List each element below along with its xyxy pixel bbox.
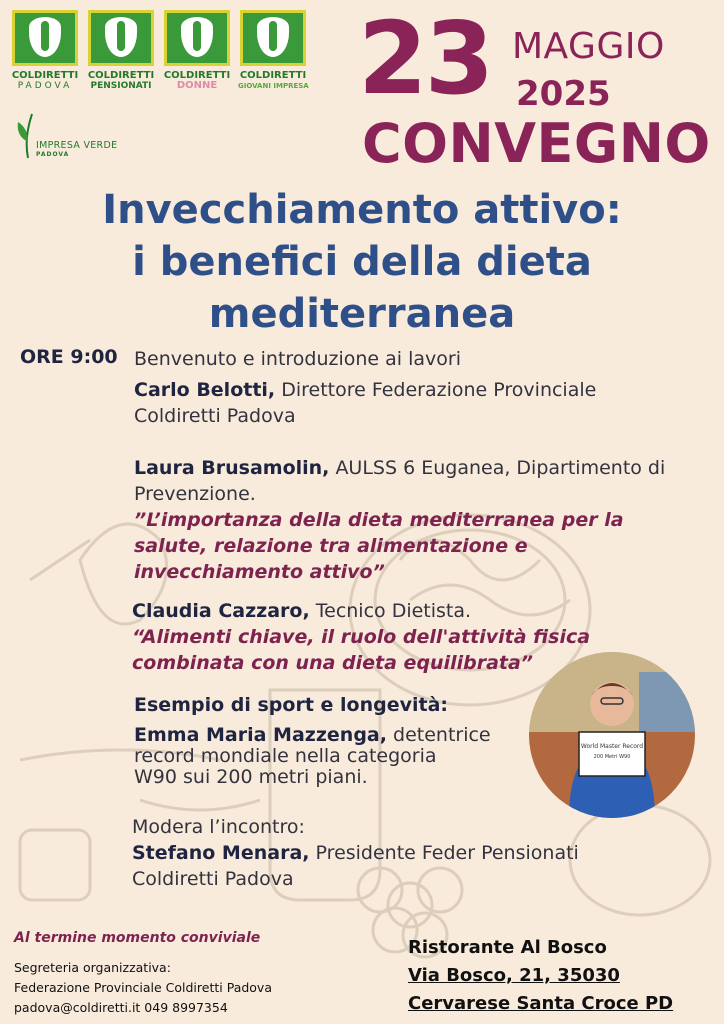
speaker-brusamolin: Laura Brusamolin, AULSS 6 Euganea, Dipartimento di Prevenzione. ”L’importanza della dieta mediterranea per la salute, relazione tra alimentazione e invecchiamento attivo”	[134, 457, 666, 583]
sign-subtitle: 200 Metri W90	[593, 754, 631, 760]
moderator-block: Modera l’incontro: Stefano Menara, Presidente Feder Pensionati Coldiretti Padova	[132, 816, 579, 890]
event-year: 2025	[516, 74, 611, 114]
convivial-note: Al termine momento conviviale	[14, 930, 261, 946]
wheat-icon	[269, 21, 277, 51]
secretariat-block: Segreteria organizzativa: Federazione Provinciale Coldiretti Padova padova@coldiretti.it 049 8997354	[14, 960, 272, 1015]
impresa-verde-logo: IMPRESA VERDE PADOVA	[14, 112, 154, 162]
sign-title: World Master Record	[580, 743, 644, 750]
speaker-belotti: Carlo Belotti, Direttore Federazione Provinciale Coldiretti Padova	[134, 379, 597, 427]
venue-block: Ristorante Al Bosco Via Bosco, 21, 35030 Cervarese Santa Croce PD	[408, 937, 674, 1014]
coldiretti-padova-logo: COLDIRETTI PADOVA	[10, 10, 80, 91]
coldiretti-giovani-logo: COLDIRETTI GIOVANI IMPRESA	[238, 10, 308, 91]
logo-row	[10, 10, 310, 105]
program-time: ORE 9:00	[20, 346, 118, 368]
coldiretti-donne-logo: COLDIRETTI DONNE	[162, 10, 232, 91]
event-type: CONVEGNO	[362, 112, 711, 175]
page-title: Invecchiamento attivo: i benefici della dieta mediterranea	[102, 187, 622, 337]
coldiretti-pensionati-logo: COLDIRETTI PENSIONATI	[86, 10, 156, 91]
event-month: MAGGIO	[512, 26, 665, 67]
event-day: 23	[358, 0, 492, 117]
welcome-text: Benvenuto e introduzione ai lavori	[134, 348, 462, 370]
speaker-mazzenga: Esempio di sport e longevità: Emma Maria Mazzenga, detentrice record mondiale nella categoria W90 sui 200 metri piani.	[134, 694, 491, 788]
athlete-photo	[529, 652, 695, 818]
wheat-icon	[117, 21, 125, 51]
wheat-icon	[193, 21, 201, 51]
speaker-cazzaro: Claudia Cazzaro, Tecnico Dietista. “Alimenti chiave, il ruolo dell'attività fisica combinata con una dieta equilibrata”	[132, 600, 591, 674]
wheat-icon	[41, 21, 49, 51]
